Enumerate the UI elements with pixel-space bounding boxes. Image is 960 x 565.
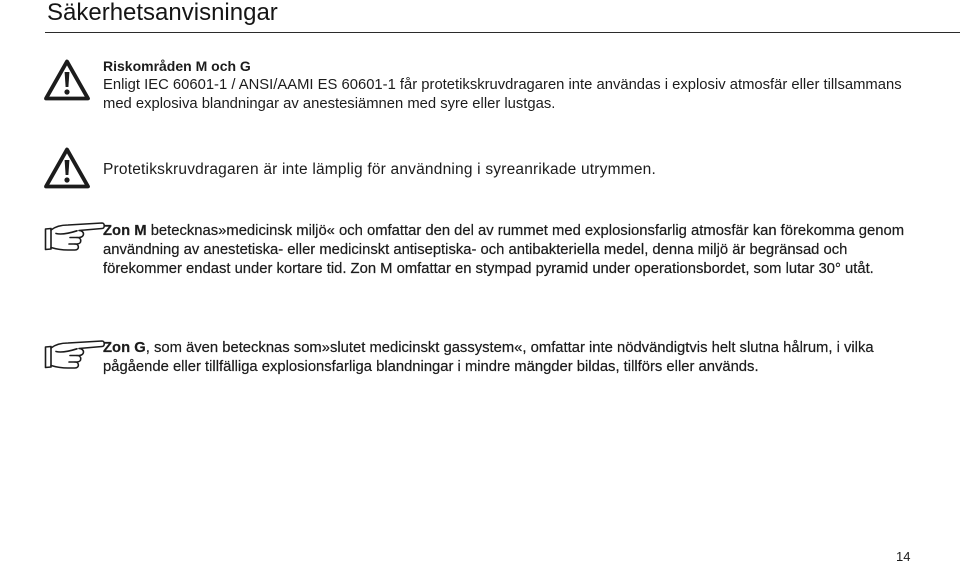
notice-text: Enligt IEC 60601-1 / ANSI/AAMI ES 60601-1 får protetikskruvdragaren inte användas i explosiv atmosfär eller tillsammans med explosiva blandningar av anestesiämnen med syre eller lustgas.: [103, 77, 902, 112]
page-title: Säkerhetsanvisningar: [47, 0, 278, 26]
notice-text: betecknas»medicinsk miljö« och omfattar den del av rummet med explosionsfarlig atmosfär kan förekomma genom användning av anestetiska- eller medicinskt antiseptiska- och antibakteriella medel, denna miljö är begränsad och förekommer endast under kortare tid. Zon M omfattar en stympad pyramid under operationsbordet, som lutar 30° utåt.: [103, 223, 905, 277]
notice-zone-g: [103, 339, 918, 377]
warning-icon: [43, 146, 91, 190]
zone-g-label: Zon G: [103, 340, 146, 356]
notice-zone-m: [103, 222, 918, 279]
notice-oxygen-enriched: [103, 160, 918, 179]
notice-text: Protetikskruvdragaren är inte lämplig för användning i syreanrikade utrymmen.: [103, 161, 656, 178]
notice-heading: Riskområden M och G: [103, 58, 251, 74]
page-number: 14: [896, 549, 911, 564]
pointing-hand-icon: [44, 338, 106, 370]
notice-risk-zones: [103, 57, 918, 114]
zone-m-label: Zon M: [103, 223, 147, 239]
notice-text: , som även betecknas som»slutet medicinskt gassystem«, omfattar inte nödvändigtvis helt slutna hålrum, i vilka pågående eller tillfälliga explosionsfarliga blandningar i mindre mängder bildas, tillförs eller används.: [103, 340, 874, 375]
warning-icon: [43, 58, 91, 102]
title-divider: [45, 32, 960, 33]
pointing-hand-icon: [44, 220, 106, 252]
